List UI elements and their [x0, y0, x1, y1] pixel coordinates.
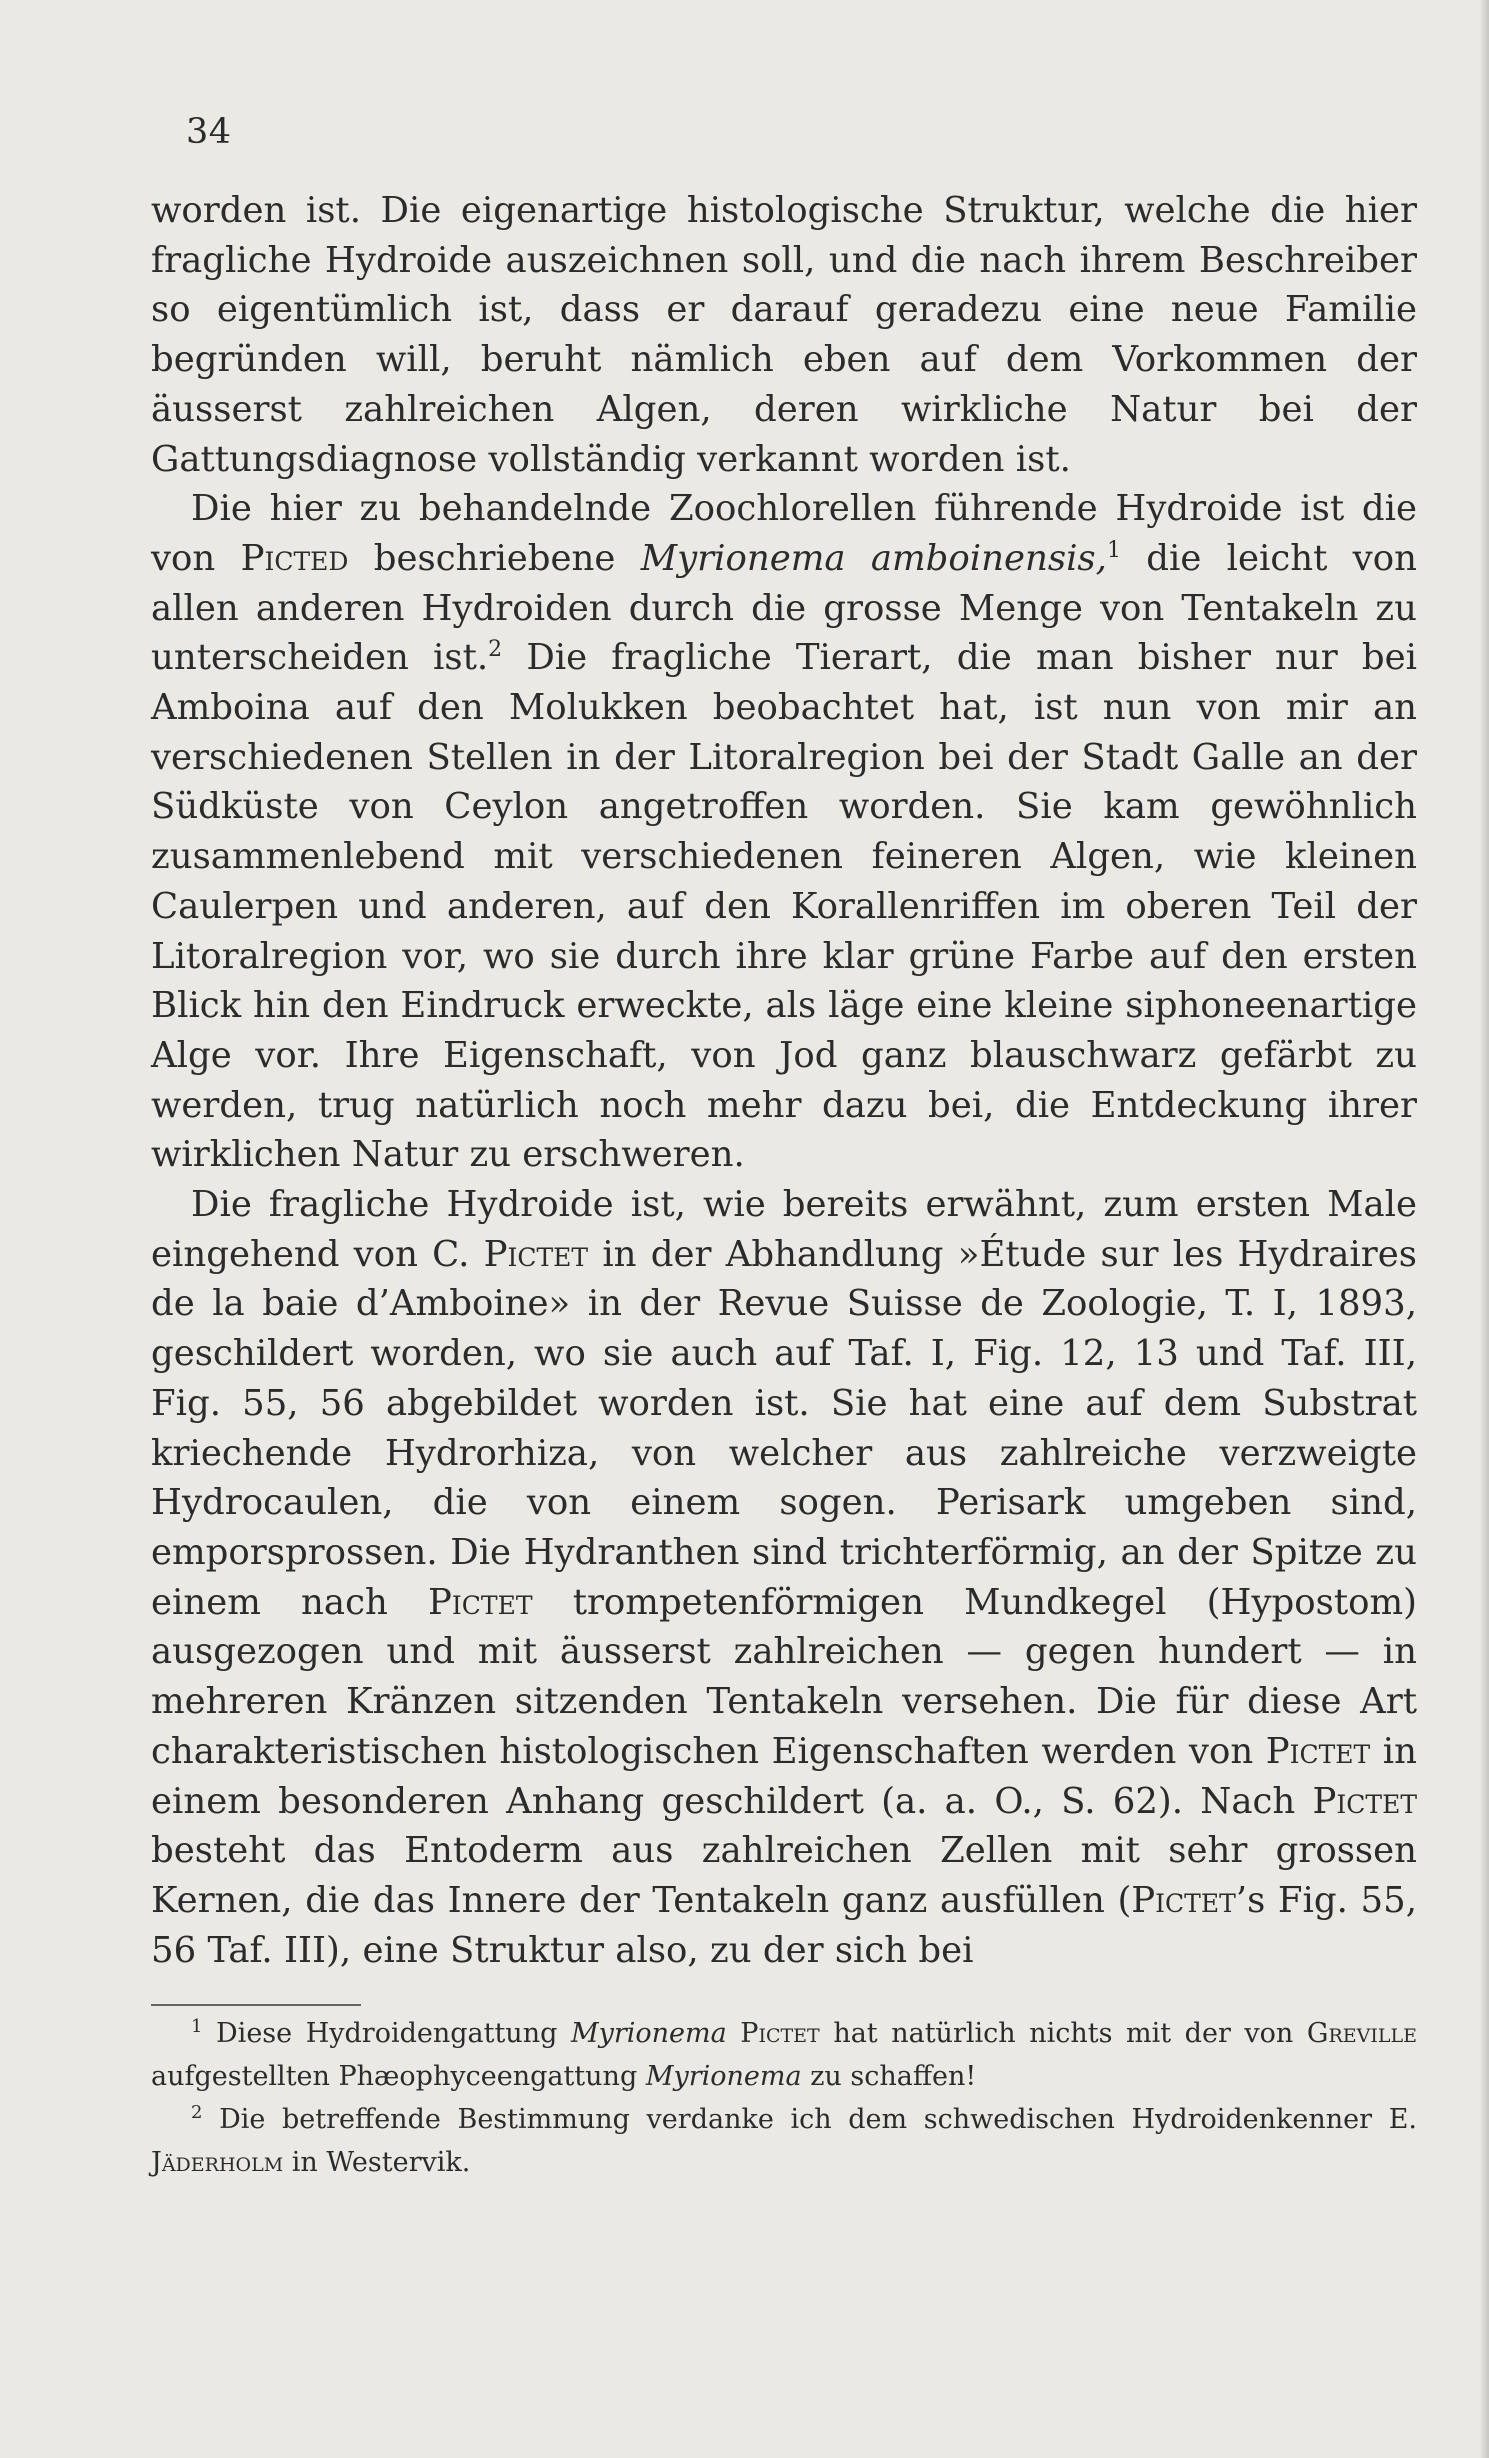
paragraph-2-part: Die hier zu behandelnde Zoochlorellen führende Hydroide ist die von [151, 488, 1417, 579]
footnote-text: hat natürlich nichts mit der von [833, 2018, 1294, 2049]
paragraph-2-part: die leicht von allen anderen Hydroiden durch die grosse Menge von Tentakeln zu unterscheiden ist. [151, 537, 1417, 679]
paragraph-3-part: trompetenförmigen Mundkegel (Hypostom) ausgezogen und mit äusserst zahlreichen — gegen hundert — in mehreren Kränzen sitzenden Tentakeln versehen. Die für diese Art charakteristischen histologischen Eigenschaften werden von [151, 1581, 1417, 1772]
author-name-pictet: Picted [240, 537, 349, 579]
author-name-pictet: Pictet [483, 1233, 589, 1275]
footnotes [151, 2012, 1417, 2184]
author-name: Jäderholm [151, 2147, 284, 2178]
footnote-divider [151, 2004, 361, 2006]
footnote-text: Die betreffende Bestimmung verdanke ich dem schwedischen Hydroidenkenner E. [219, 2104, 1417, 2135]
paragraph-3 [151, 1180, 1417, 1975]
author-name: Greville [1306, 2018, 1417, 2049]
paragraph-1-text: worden ist. Die eigenartige histologische Struktur, welche die hier fragliche Hydroide auszeichnen soll, und die nach ihrem Beschreiber so eigentümlich ist, dass er darauf geradezu eine neue Familie begründen will, beruht nämlich eben auf dem Vorkommen der äusserst zahlreichen Algen, deren wirkliche Natur bei der Gattungsdiagnose vollständig verkannt worden ist. [151, 190, 1417, 480]
author-name-pictet: Pictet [1265, 1730, 1371, 1772]
paragraph-3-part: in der Abhandlung »Étude sur les Hydraires de la baie d’Amboine» in der Revue Suisse de Zoologie, T. I, 1893, geschildert worden, wo sie auch auf Taf. I, Fig. 12, 13 und Taf. III, Fig. 55, 56 abgebildet worden ist. Sie hat eine auf dem Substrat kriechende Hydrorhiza, von welcher aus zahlreiche verzweigte Hydrocaulen, die von einem sogen. Perisark umgeben sind, emporsprossen. Die Hydranthen sind trichterförmig, an der Spitze zu einem nach [151, 1233, 1417, 1623]
genus-name: Myrionema [570, 2018, 727, 2049]
paragraph-3-part: in einem besonderen Anhang geschildert (a. a. O., S. 62). Nach [151, 1730, 1417, 1822]
author-name-pictet: Pictet [1131, 1879, 1236, 1921]
paragraph-1 [151, 186, 1417, 484]
author-name-pictet: Pictet [1312, 1780, 1417, 1822]
footnote-ref-2: 2 [488, 637, 503, 663]
paragraph-3-part: Die fragliche Hydroide ist, wie bereits erwähnt, zum ersten Male eingehend von C. [151, 1184, 1417, 1275]
paragraph-3-part: ’s Fig. 55, 56 Taf. III), eine Struktur also, zu der sich bei [151, 1879, 1417, 1971]
paragraph-2-part: Die fragliche Tierart, die man bisher nur bei Amboina auf den Molukken beobachtet hat, ist nun von mir an verschiedenen Stellen in der Litoralregion bei der Stadt Galle an der Südküste von Ceylon angetroffen worden. Sie kam gewöhnlich zusammenlebend mit verschiedenen feineren Algen, wie kleinen Caulerpen und anderen, auf den Korallenriffen im oberen Teil der Litoralregion vor, wo sie durch ihre klar grüne Farbe auf den ersten Blick hin den Eindruck erweckte, als läge eine kleine siphoneenartige Alge vor. Ihre Eigenschaft, von Jod ganz blauschwarz gefärbt zu werden, trug natürlich noch mehr dazu bei, die Entdeckung ihrer wirklichen Natur zu erschweren. [151, 637, 1417, 1176]
species-name: Myrionema amboinensis, [640, 537, 1107, 579]
author-name: Pictet [740, 2018, 820, 2049]
paragraph-3-part: besteht das Entoderm aus zahlreichen Zellen mit sehr grossen Kernen, die das Innere der Tentakeln ganz ausfüllen ( [151, 1830, 1417, 1921]
footnote-2 [151, 2098, 1417, 2184]
paragraph-2 [151, 484, 1417, 1180]
paragraph-2-part: beschriebene [373, 537, 616, 579]
footnote-mark: 1 [191, 2016, 203, 2037]
footnote-text: in Westervik. [291, 2147, 471, 2178]
footnote-1 [151, 2012, 1417, 2098]
page-edge-shadow [1479, 0, 1489, 2458]
body-text [151, 186, 1417, 1975]
page-number: 34 [186, 112, 232, 152]
genus-name: Myrionema [645, 2061, 802, 2092]
footnote-mark: 2 [191, 2102, 203, 2123]
footnote-text: aufgestellten Phæophyceengattung [151, 2061, 638, 2092]
footnote-text: Diese Hydroidengattung [216, 2018, 558, 2049]
footnote-ref-1: 1 [1106, 538, 1121, 564]
footnote-text: zu schaffen! [810, 2061, 977, 2092]
author-name-pictet: Pictet [428, 1581, 533, 1623]
